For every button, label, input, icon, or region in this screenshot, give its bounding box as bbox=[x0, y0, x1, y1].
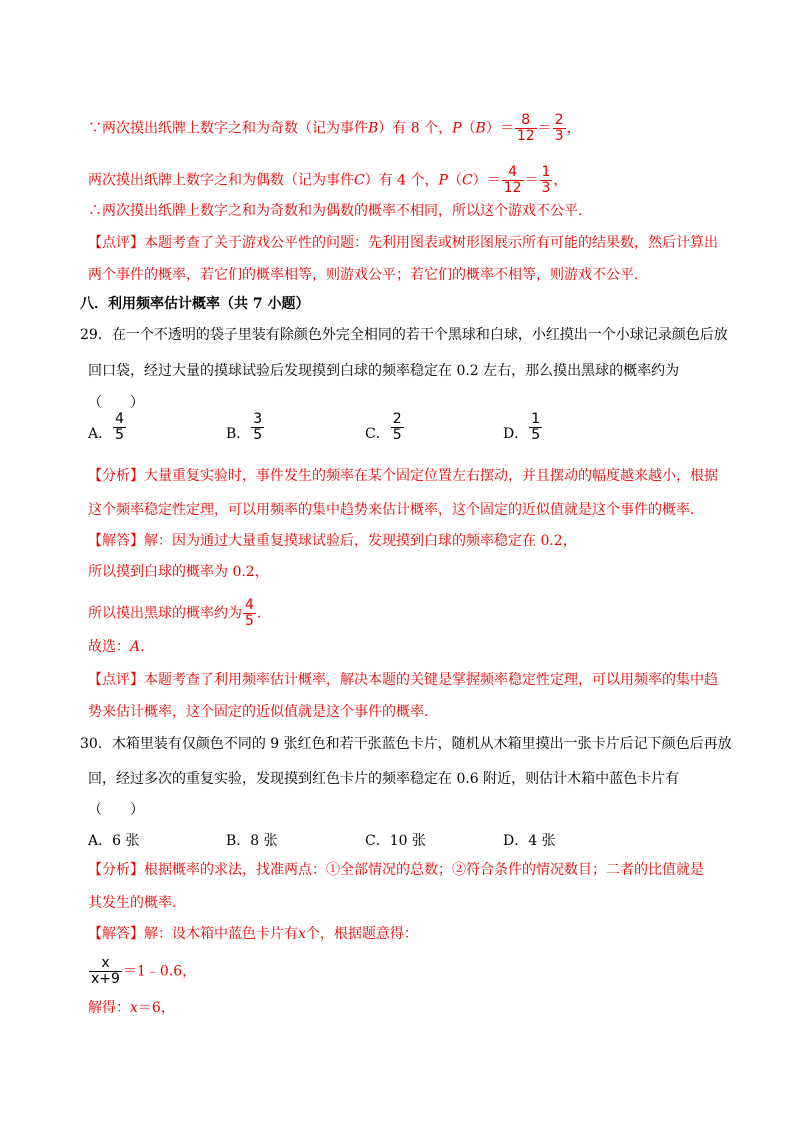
q29-a-den: 5 bbox=[115, 427, 125, 443]
q29-b-den: 5 bbox=[253, 427, 263, 443]
q29-c-num: 2 bbox=[392, 411, 402, 427]
q30-answer-1 bbox=[88, 924, 418, 944]
q29-answer-3-text: 所以摸出黑球的概率约为 bbox=[88, 605, 242, 622]
comment-text-3: 本题考查了利用频率估计概率，解决本题的关键是掌握频率稳定性定理，可以用频率的集中趋 bbox=[144, 672, 718, 688]
r2-event-2: C bbox=[461, 172, 473, 189]
q29-b-num: 3 bbox=[253, 411, 263, 427]
comment-text: 本题考查了关于游戏公平性的问题：先利用图表或树形图展示所有可能的结果数，然后计算出 bbox=[144, 235, 718, 251]
q30-eq-fraction bbox=[89, 956, 122, 987]
choice-end: . bbox=[140, 639, 145, 655]
q30-solution-var: x bbox=[130, 1000, 138, 1016]
q30-stem-1: 30．木箱里装有仅颜色不同的 9 张红色和若干张蓝色卡片，随机从木箱里摸出一张卡片后记下颜色后再放 bbox=[80, 736, 732, 752]
comment-tag-2: 【点评】 bbox=[88, 672, 144, 688]
q30-eq-den: x+9 bbox=[91, 971, 120, 987]
q29-comment-1 bbox=[88, 670, 718, 690]
q29-answer-3-end: . bbox=[256, 605, 262, 622]
r1-text: ∵两次摸出纸牌上数字之和为奇数（记为事件 bbox=[88, 120, 368, 137]
r1-mid: ）有 8 个， bbox=[378, 120, 453, 137]
r1-f2-num: 2 bbox=[554, 112, 564, 128]
r2-eq: ＝ bbox=[524, 172, 539, 189]
q29-option-c[interactable] bbox=[365, 412, 405, 443]
r2-mid: ）有 4 个， bbox=[364, 172, 439, 189]
answer-text: 解：因为通过大量重复摸球试验后，发现摸到白球的频率稳定在 0.2， bbox=[144, 533, 577, 549]
q30-equation bbox=[88, 956, 196, 987]
r2-rparen: ）＝ bbox=[472, 172, 501, 189]
q29-stem-1: 29．在一个不透明的袋子里装有除颜色外完全相同的若干个黑球和白球，小红摸出一个小球记录颜色后放 bbox=[80, 327, 728, 343]
section-heading: 八．利用频率估计概率（共 7 小题） bbox=[80, 296, 310, 312]
r1-f1-num: 8 bbox=[521, 112, 531, 128]
r2-f1-num: 4 bbox=[508, 164, 518, 180]
r1-lparen: （ bbox=[461, 120, 476, 137]
q29-option-a-fraction bbox=[113, 412, 126, 443]
q30-analysis-1 bbox=[88, 860, 704, 880]
q29-answer-3 bbox=[88, 598, 261, 629]
r1-f2-den: 3 bbox=[554, 128, 564, 144]
q30-solution bbox=[88, 998, 175, 1018]
r2-f2-den: 3 bbox=[541, 180, 551, 196]
q29-ans-den: 5 bbox=[245, 613, 254, 629]
q29-d-den: 5 bbox=[531, 427, 541, 443]
q29-stem-2: 回口袋，经过大量的摸球试验后发现摸到白球的频率稳定在 0.2 左右，那么摸出黑球的概率约为 bbox=[88, 363, 680, 379]
q30-answer-end: 个，根据题意得： bbox=[305, 926, 418, 942]
r1-p: P bbox=[452, 120, 462, 137]
r1-event-2: B bbox=[475, 120, 486, 137]
r1-eq: ＝ bbox=[537, 120, 552, 137]
q29-comment-2: 势来估计概率，这个固定的近似值就是这个事件的概率. bbox=[88, 704, 429, 720]
q29-option-b-label: B． bbox=[226, 426, 251, 442]
r2-end: ， bbox=[553, 172, 568, 189]
q30-eq-num: x bbox=[101, 955, 110, 971]
q30-analysis-2: 其发生的概率. bbox=[88, 895, 177, 911]
q29-paren: （ ） bbox=[88, 395, 144, 411]
q29-option-b[interactable] bbox=[226, 412, 265, 443]
q30-solution-rest: ＝6， bbox=[137, 1000, 175, 1016]
analysis-text: 大量重复实验时，事件发生的频率在某个固定位置左右摆动，并且摆动的幅度越来越小，根据 bbox=[144, 468, 718, 484]
answer-tag: 【解答】 bbox=[88, 533, 144, 549]
q29-ans-num: 4 bbox=[245, 597, 254, 613]
r2-lparen: （ bbox=[447, 172, 462, 189]
q29-analysis-2: 这个频率稳定性定理，可以用频率的集中趋势来估计概率，这个固定的近似值就是这个事件的概率. bbox=[88, 502, 695, 518]
r1-f1-den: 12 bbox=[516, 128, 535, 144]
analysis-tag: 【分析】 bbox=[88, 468, 144, 484]
q30-eq-rest: ＝1﹣0.6， bbox=[122, 963, 197, 980]
choice-label: 故选： bbox=[88, 639, 130, 655]
q29-c-den: 5 bbox=[392, 427, 402, 443]
q29-answer-1 bbox=[88, 531, 577, 551]
q29-choice bbox=[88, 637, 145, 657]
q29-option-a-label: A． bbox=[88, 426, 113, 442]
r2-p: P bbox=[438, 172, 448, 189]
r1-event: B bbox=[368, 120, 379, 137]
q29-option-d-label: D． bbox=[503, 426, 529, 442]
r2-fraction-1 bbox=[502, 165, 524, 196]
q30-option-d[interactable]: D．4 张 bbox=[503, 833, 556, 849]
r1-end: ， bbox=[566, 120, 581, 137]
q29-option-c-label: C． bbox=[365, 426, 390, 442]
r2-text: 两次摸出纸牌上数字之和为偶数（记为事件 bbox=[88, 172, 354, 189]
analysis-tag-2: 【分析】 bbox=[88, 862, 144, 878]
q30-stem-2: 回，经过多次的重复实验，发现摸到红色卡片的频率稳定在 0.6 附近，则估计木箱中蓝色卡片有 bbox=[88, 771, 680, 787]
r2-line bbox=[88, 165, 567, 196]
r2-fraction-2 bbox=[540, 165, 553, 196]
r4-line bbox=[88, 233, 718, 253]
q30-answer-var: x bbox=[298, 926, 306, 942]
q29-option-c-fraction bbox=[391, 412, 404, 443]
answer-tag-2: 【解答】 bbox=[88, 926, 144, 942]
q29-option-d-fraction bbox=[529, 412, 542, 443]
q29-option-d[interactable] bbox=[503, 412, 543, 443]
q29-d-num: 1 bbox=[531, 411, 541, 427]
q30-paren: （ ） bbox=[88, 802, 144, 818]
r1-fraction-2 bbox=[553, 113, 566, 144]
q30-option-b[interactable]: B．8 张 bbox=[226, 833, 278, 849]
r2-f1-den: 12 bbox=[503, 180, 522, 196]
r1-rparen: ）＝ bbox=[485, 120, 514, 137]
analysis-text-2: 根据概率的求法，找准两点：①全部情况的总数；②符合条件的情况数目；二者的比值就是 bbox=[144, 862, 704, 878]
q29-a-num: 4 bbox=[115, 411, 125, 427]
r1-fraction-1 bbox=[515, 113, 537, 144]
q29-option-b-fraction bbox=[251, 412, 264, 443]
comment-tag: 【点评】 bbox=[88, 235, 144, 251]
q29-option-a[interactable] bbox=[88, 412, 127, 443]
r3-conclusion: ∴两次摸出纸牌上数字之和为奇数和为偶数的概率不相同，所以这个游戏不公平. bbox=[88, 203, 583, 219]
q29-analysis-1 bbox=[88, 466, 718, 486]
q30-option-a[interactable]: A．6 张 bbox=[88, 833, 140, 849]
q29-answer-2: 所以摸到白球的概率为 0.2， bbox=[88, 564, 269, 580]
q30-answer-text: 解：设木箱中蓝色卡片有 bbox=[144, 926, 298, 942]
choice-answer: A bbox=[130, 639, 141, 655]
r1-line bbox=[88, 113, 581, 144]
comment-text-2: 两个事件的概率，若它们的概率相等，则游戏公平；若它们的概率不相等，则游戏不公平. bbox=[88, 267, 639, 283]
q29-answer-fraction bbox=[243, 598, 256, 629]
q30-solution-label: 解得： bbox=[88, 1000, 130, 1016]
r2-f2-num: 1 bbox=[541, 164, 551, 180]
r2-event: C bbox=[354, 172, 365, 189]
q30-option-c[interactable]: C．10 张 bbox=[365, 833, 426, 849]
